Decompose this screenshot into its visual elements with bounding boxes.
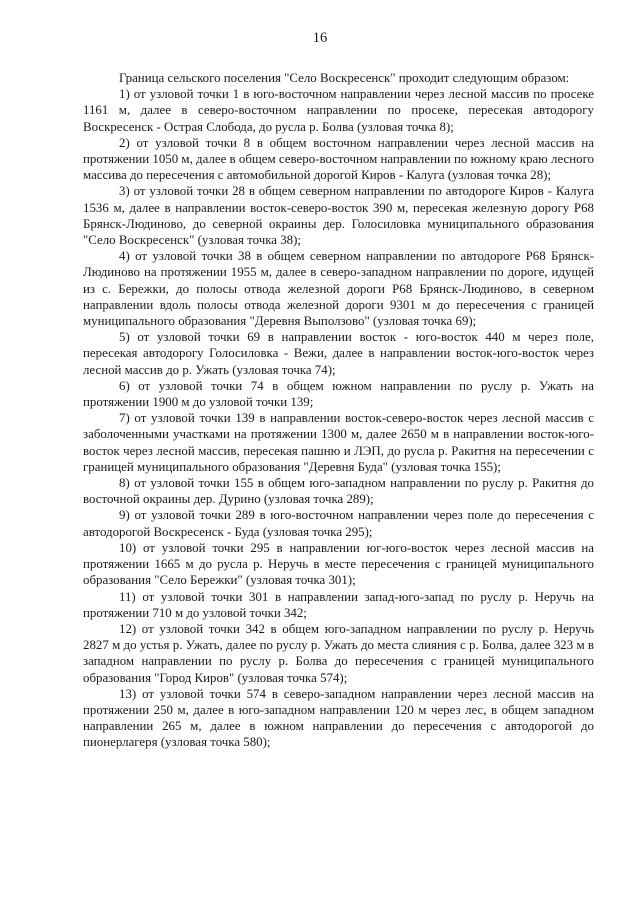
boundary-segment-7: 7) от узловой точки 139 в направлении восток-северо-восток через лесной массив с заболоченными участками на протяжении 1300 м, далее 2650 м в направлении восток-юго-восток через лесной массив, пересекая пашню и ЛЭП, до русла р. Ракитня на пересечении с границей муниципального образования "Деревня Буда" (узловая точка 155); (83, 411, 594, 474)
boundary-segment-3: 3) от узловой точки 28 в общем северном направлении по автодороге Киров - Калуга 1536 м, далее в направлении восток-северо-восток 390 м, пересекая железную дорогу Р68 Брянск-Людиново, до северной окраины дер. Голосиловка муниципального образования "Село Воскресенск" (узловая точка 38); (83, 184, 594, 248)
boundary-segment-1: 1) от узловой точки 1 в юго-восточном направлении через лесной массив по просеке 1161 м, далее в северо-восточном направлении по просеке, пересекая автодорогу Воскресенск - Острая Слобода, до русла р. Болва (узловая точка 8); (83, 87, 594, 134)
intro-paragraph: Граница сельского поселения "Село Воскресенск" проходит следующим образом: (119, 71, 570, 85)
boundary-segment-13: 13) от узловой точки 574 в северо-западном направлении через лесной массив на протяжении 250 м, далее в юго-западном направлении 120 м через лес, в общем западном направлении 265 м, далее в южном направлении до пересечения с автодорогой до пионерлагеря (узловая точка 580); (83, 686, 594, 750)
boundary-segment-9: 9) от узловой точки 289 в юго-восточном направлении через поле до пересечения с автодорогой Воскресенск - Буда (узловая точка 295); (83, 508, 594, 539)
page-number: 16 (312, 30, 328, 46)
boundary-segment-12: 12) от узловой точки 342 в общем юго-западном направлении по руслу р. Неручь 2827 м до устья р. Ужать, далее по руслу р. Ужать до места слияния с р. Болва, далее 323 м в западном направлении по руслу р. Болва до пересечения с границей муниципального образования "Город Киров" (узловая точка 574); (83, 621, 594, 685)
boundary-segment-2: 2) от узловой точки 8 в общем восточном направлении через лесной массив на протяжении 1050 м, далее в общем северо-восточном направлении по южному краю лесного массива до пересечения с автомобильной дорогой Киров - Калуга (узловая точка 28); (83, 135, 594, 183)
boundary-segment-8: 8) от узловой точки 155 в общем юго-западном направлении по руслу р. Ракитня до восточной окраины дер. Дурино (узловая точка 289); (83, 476, 594, 507)
boundary-segment-4: 4) от узловой точки 38 в общем северном направлении по автодороге Р68 Брянск-Людиново на протяжении 1955 м, далее в северо-западном направлении по дороге, идущей из с. Бережки, до полосы отвода железной дороги Р68 Брянск-Людиново, в северном направлении вдоль полосы отвода железной дороги 9301 м до пересечения с границей муниципального образования "Деревня Выползово" (узловая точка 69); (83, 249, 594, 329)
boundary-segment-5: 5) от узловой точки 69 в направлении восток - юго-восток 440 м через поле, пересекая автодорогу Голосиловка - Вежи, далее в направлении восток-юго-восток через лесной массив до р. Ужать (узловая точка 74); (83, 330, 594, 377)
boundary-segment-6: 6) от узловой точки 74 в общем южном направлении по руслу р. Ужать на протяжении 1900 м до узловой точки 139; (83, 378, 594, 410)
boundary-segment-11: 11) от узловой точки 301 в направлении запад-юго-запад по руслу р. Неручь на протяжении 710 м до узловой точки 342; (83, 589, 594, 620)
boundary-segment-10: 10) от узловой точки 295 в направлении юг-юго-восток через лесной массив на протяжении 1665 м до русла р. Неручь в месте пересечения с границей муниципального образования "Село Бережки" (узловая точка 301); (83, 540, 594, 588)
document-body (83, 70, 594, 751)
